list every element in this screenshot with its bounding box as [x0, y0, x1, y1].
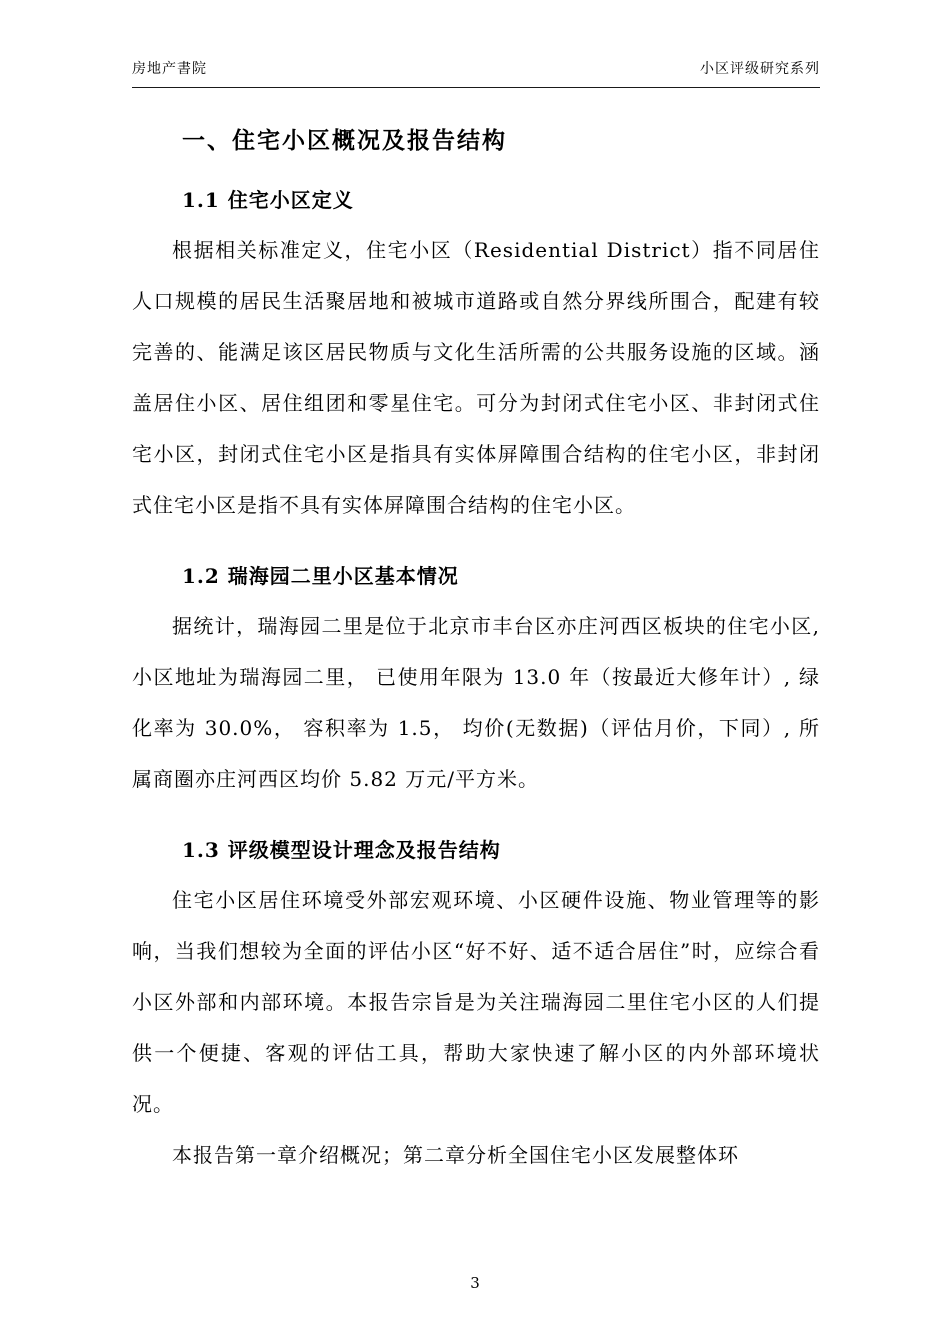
section-1-1 [132, 186, 820, 531]
section-1-3-paragraph-2: 本报告第一章介绍概况；第二章分析全国住宅小区发展整体环 [172, 1143, 739, 1167]
chapter-title: 一、住宅小区概况及报告结构 [182, 127, 507, 154]
section-1-1-heading: 1.1 住宅小区定义 [182, 188, 354, 212]
section-1-3 [132, 836, 820, 1181]
section-1-3-heading: 1.3 评级模型设计理念及报告结构 [182, 838, 501, 862]
section-1-2-paragraph: 据统计，瑞海园二里是位于北京市丰台区亦庄河西区板块的住宅小区, 小区地址为瑞海园二里， 已使用年限为 13.0 年（按最近大修年计）, 绿化率为 30.0%， 容积率为 1.5， 均价(无数据)（评估月价，下同）, 所属商圈亦庄河西区均价 5.82 万元/平方米。 [132, 614, 820, 791]
page-footer [0, 1274, 950, 1292]
page-header [132, 58, 820, 88]
section-1-3-paragraph-1: 住宅小区居住环境受外部宏观环境、小区硬件设施、物业管理等的影响，当我们想较为全面的评估小区“好不好、适不适合居住”时，应综合看小区外部和内部环境。本报告宗旨是为关注瑞海园二里住宅小区的人们提供一个便捷、客观的评估工具，帮助大家快速了解小区的内外部环境状况。 [132, 888, 820, 1116]
page-number: 3 [470, 1274, 480, 1292]
section-1-2 [132, 562, 820, 805]
section-1-2-heading: 1.2 瑞海园二里小区基本情况 [182, 564, 459, 588]
section-1-1-paragraph: 根据相关标准定义，住宅小区（Residential District）指不同居住人口规模的居民生活聚居地和被城市道路或自然分界线所围合，配建有较完善的、能满足该区居民物质与文化生活所需的公共服务设施的区域。涵盖居住小区、居住组团和零星住宅。可分为封闭式住宅小区、非封闭式住宅小区，封闭式住宅小区是指具有实体屏障围合结构的住宅小区，非封闭式住宅小区是指不具有实体屏障围合结构的住宅小区。 [132, 238, 820, 517]
header-left-text: 房地产書院 [132, 61, 207, 77]
header-right-text: 小区评级研究系列 [700, 61, 820, 77]
